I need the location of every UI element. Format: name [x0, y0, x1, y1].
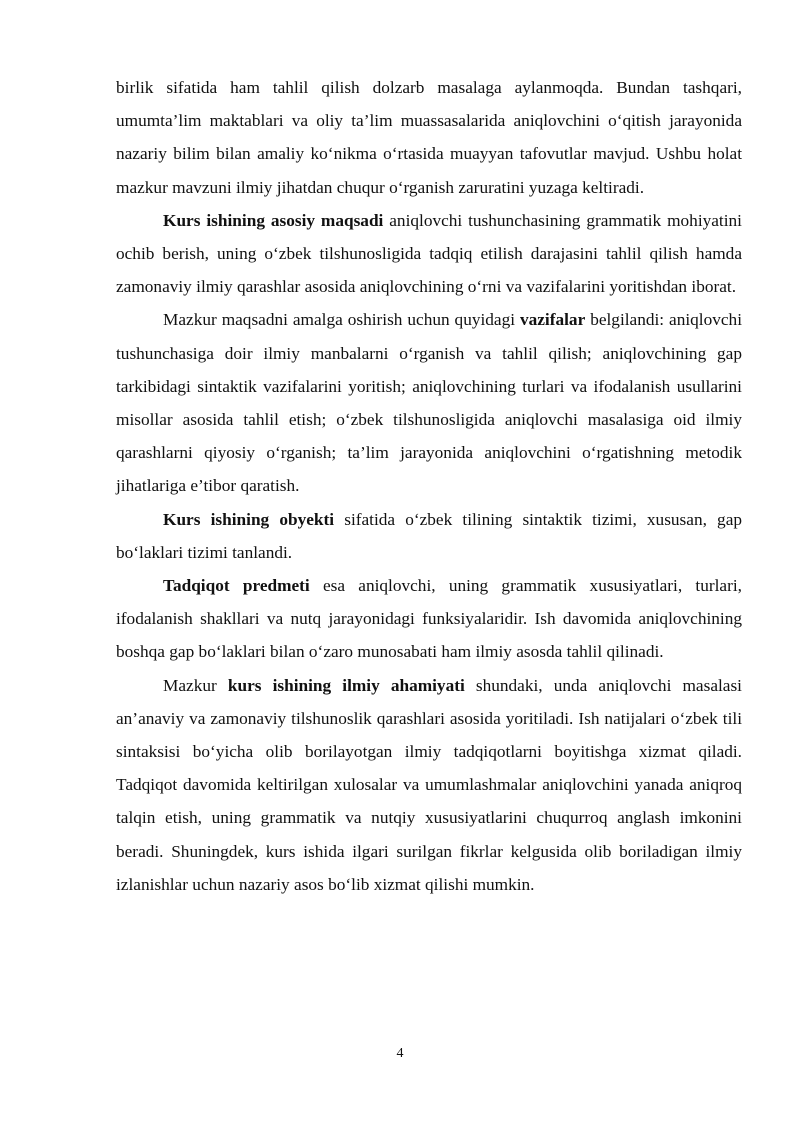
paragraph-text: esa aniqlovchi, uning grammatik xususiyatlari, turlari, ifodalanish shakllari va nutq jarayonidagi funksiyalaridir. Ish davomida aniqlovchining boshqa gap bo‘laklari bilan o‘zaro munosabati ham ilmiy asosda tahlil qilinadi. [116, 576, 742, 662]
bold-term-object: Kurs ishining obyekti [163, 509, 335, 529]
bold-term-goal: Kurs ishining asosiy maqsadi [163, 210, 384, 230]
paragraph-text: birlik sifatida ham tahlil qilish dolzarb masalaga aylanmoqda. Bundan tashqari, umumta’lim maktablari va oliy ta’lim muassasalarida aniqlovchini o‘qitish jarayonida nazariy bilim bilan amaliy ko‘nikma o‘rtasida muayyan tafovutlar mavjud. Ushbu holat mazkur mavzuni ilmiy jihatdan chuqur o‘rganish zaruratini yuzaga keltiradi. [116, 78, 742, 197]
paragraph-significance [116, 669, 742, 901]
paragraph-text: aniqlovchi tushunchasining grammatik mohiyatini ochib berish, uning o‘zbek tilshunosligida tadqiq etilish darajasini tahlil qilish hamda zamonaviy ilmiy qarashlar asosida aniqlovchining o‘rni va vazifalarini yoritishdan iborat. [116, 210, 742, 297]
paragraph-text: Mazkur maqsadni amalga oshirish uchun quyidagi [163, 310, 520, 330]
page-number: 4 [396, 1046, 404, 1061]
bold-term-significance: kurs ishining ilmiy ahamiyati [227, 675, 465, 695]
paragraph-subject [116, 569, 742, 669]
body-text [116, 71, 742, 901]
paragraph-text: belgilandi: aniqlovchi tushunchasiga doir ilmiy manbalarni o‘rganish va tahlil qilish; aniqlovchining gap tarkibidagi sintaktik vazifalarini yoritish; aniqlovchining turlari va ifodalanish usullarini misollar asosida tahlil etish; o‘zbek tilshunosligida aniqlovchi masalasiga oid ilmiy qarashlarni qiyosiy o‘rganish; ta’lim jarayonida aniqlovchini o‘rgatishning metodik jihatlariga e’tibor qaratish. [116, 310, 742, 496]
paragraph-intro-continuation [116, 71, 742, 204]
paragraph-text: sifatida o‘zbek tilining sintaktik tizimi, xususan, gap bo‘laklari tizimi tanlandi. [116, 509, 743, 562]
paragraph-object [116, 503, 742, 569]
bold-term-tasks: vazifalar [519, 310, 586, 330]
paragraph-text: shundaki, unda aniqlovchi masalasi an’anaviy va zamonaviy tilshunoslik qarashlari asosida yoritiladi. Ish natijalari o‘zbek tili sintaksisi bo‘yicha olib borilayotgan ilmiy tadqiqotlarni boyitishga xizmat qiladi. Tadqiqot davomida keltirilgan xulosalar va umumlashmalar aniqlovchini yanada aniqroq talqin etish, uning grammatik va nutqiy xususiyatlarini chuqurroq anglash imkonini beradi. Shuningdek, kurs ishida ilgari surilgan fikrlar kelgusida olib boriladigan ilmiy izlanishlar uchun nazariy asos bo‘lib xizmat qilishi mumkin. [116, 675, 742, 894]
paragraph-text: Mazkur [163, 675, 228, 695]
paragraph-tasks [116, 303, 742, 502]
bold-term-subject: Tadqiqot predmeti [163, 576, 310, 596]
paragraph-goal [116, 204, 742, 304]
